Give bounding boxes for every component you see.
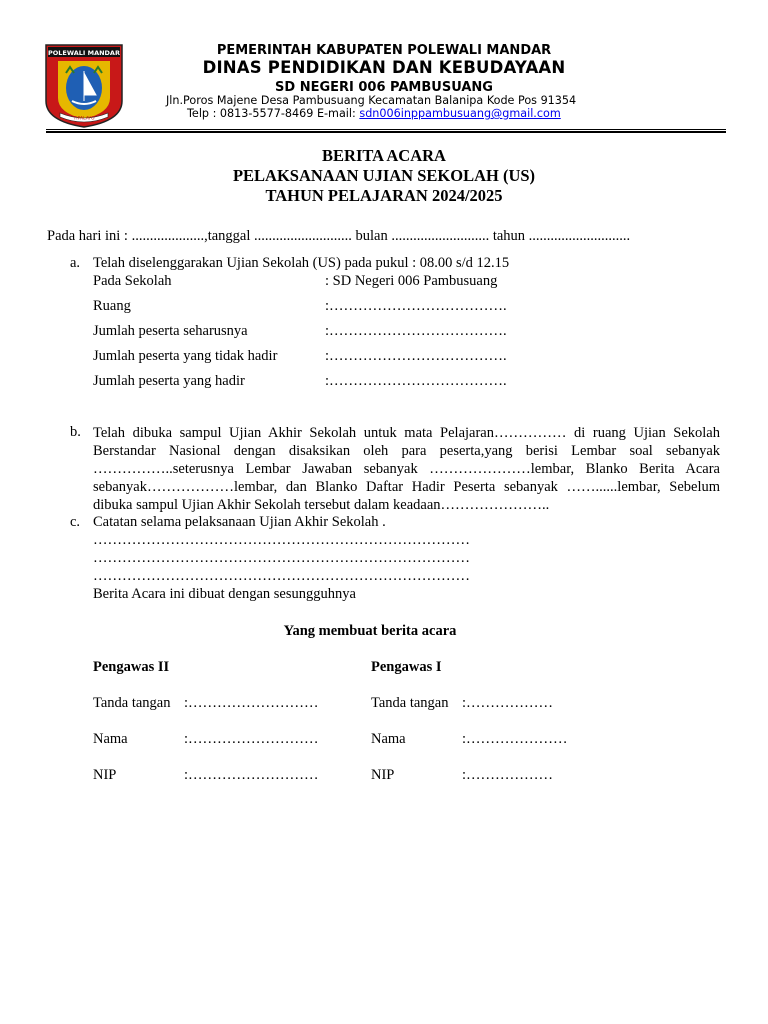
- notes-line: ……………………………………………………………………: [93, 532, 470, 548]
- name-field: :…………………: [462, 731, 568, 747]
- nip-field: :………………: [462, 767, 554, 783]
- nip-label: NIP: [93, 767, 117, 783]
- name-label: Nama: [93, 731, 128, 747]
- letterhead-school: SD NEGERI 006 PAMBUSUANG: [275, 80, 493, 95]
- signature-field: :………………: [462, 695, 554, 711]
- section-c-intro: Catatan selama pelaksanaan Ujian Akhir Sekolah .: [93, 514, 386, 530]
- notes-line: ……………………………………………………………………: [93, 568, 470, 584]
- doc-year: TAHUN PELAJARAN 2024/2025: [265, 186, 503, 205]
- letterhead-contact: Telp : 0813-5577-8469 E-mail: sdn006inppambusuang@gmail.com: [187, 107, 561, 120]
- email-link[interactable]: sdn006inppambusuang@gmail.com: [359, 107, 561, 120]
- closing-statement: Berita Acara ini dibuat dengan sesungguhnya: [93, 586, 356, 602]
- row-label: Ruang: [93, 298, 131, 314]
- row-value: :……………………………….: [325, 298, 507, 314]
- header-rule-thin: [46, 129, 726, 130]
- section-a-intro: Telah diselenggarakan Ujian Sekolah (US) pada pukul : 08.00 s/d 12.15: [93, 255, 510, 271]
- signature-heading: Yang membuat berita acara: [283, 623, 457, 639]
- row-value: :……………………………….: [325, 373, 507, 389]
- nip-label: NIP: [371, 767, 395, 783]
- name-label: Nama: [371, 731, 406, 747]
- section-b-marker: b.: [70, 424, 81, 440]
- date-line: Pada hari ini : ....................,tanggal ........................... bulan ........................... tahun ............................: [47, 228, 631, 244]
- signature-label: Tanda tangan: [371, 695, 449, 711]
- doc-subtitle: PELAKSANAAN UJIAN SEKOLAH (US): [232, 166, 536, 185]
- notes-line: ……………………………………………………………………: [93, 550, 470, 566]
- row-value: :……………………………….: [325, 323, 507, 339]
- letterhead-agency: DINAS PENDIDIKAN DAN KEBUDAYAAN: [202, 58, 566, 77]
- signature-field: :………………………: [184, 695, 319, 711]
- row-value: : SD Negeri 006 Pambusuang: [325, 273, 498, 289]
- row-label: Pada Sekolah: [93, 273, 172, 289]
- nip-field: :………………………: [184, 767, 319, 783]
- letterhead-government: PEMERINTAH KABUPATEN POLEWALI MANDAR: [216, 43, 552, 58]
- row-label: Jumlah peserta yang tidak hadir: [93, 348, 278, 364]
- supervisor-2-title: Pengawas II: [93, 659, 170, 675]
- row-label: Jumlah peserta yang hadir: [93, 373, 245, 389]
- signature-label: Tanda tangan: [93, 695, 171, 711]
- section-c-marker: c.: [70, 514, 81, 530]
- header-rule-thick: [46, 131, 726, 133]
- letterhead-address: Jln.Poros Majene Desa Pambusuang Kecamatan Balanipa Kode Pos 91354: [166, 94, 577, 107]
- supervisor-1-title: Pengawas I: [371, 659, 442, 675]
- svg-text:POLEWALI MANDAR: POLEWALI MANDAR: [48, 49, 120, 57]
- row-label: Jumlah peserta seharusnya: [93, 323, 248, 339]
- svg-text:TIPALAYO: TIPALAYO: [73, 116, 95, 122]
- row-value: :……………………………….: [325, 348, 507, 364]
- section-a-marker: a.: [70, 255, 81, 271]
- section-b-text: Telah dibuka sampul Ujian Akhir Sekolah untuk mata Pelajaran…………… di ruang Ujian Sekolah Berstandar Nasional dengan disaksikan oleh para peserta,yang berisi Lembar soal sebanyak ……………..seterusnya Lembar Jawaban sebanyak …………………lembar, Blanko Berita Acara sebanyak………………lembar, dan Blanko Daftar Hadir Peserta sebanyak ……......lembar, Sebelum dibuka sampul Ujian Akhir Sekolah tersebut dalam keadaan…………………..: [93, 425, 720, 513]
- name-field: :………………………: [184, 731, 319, 747]
- doc-title: BERITA ACARA: [322, 146, 446, 165]
